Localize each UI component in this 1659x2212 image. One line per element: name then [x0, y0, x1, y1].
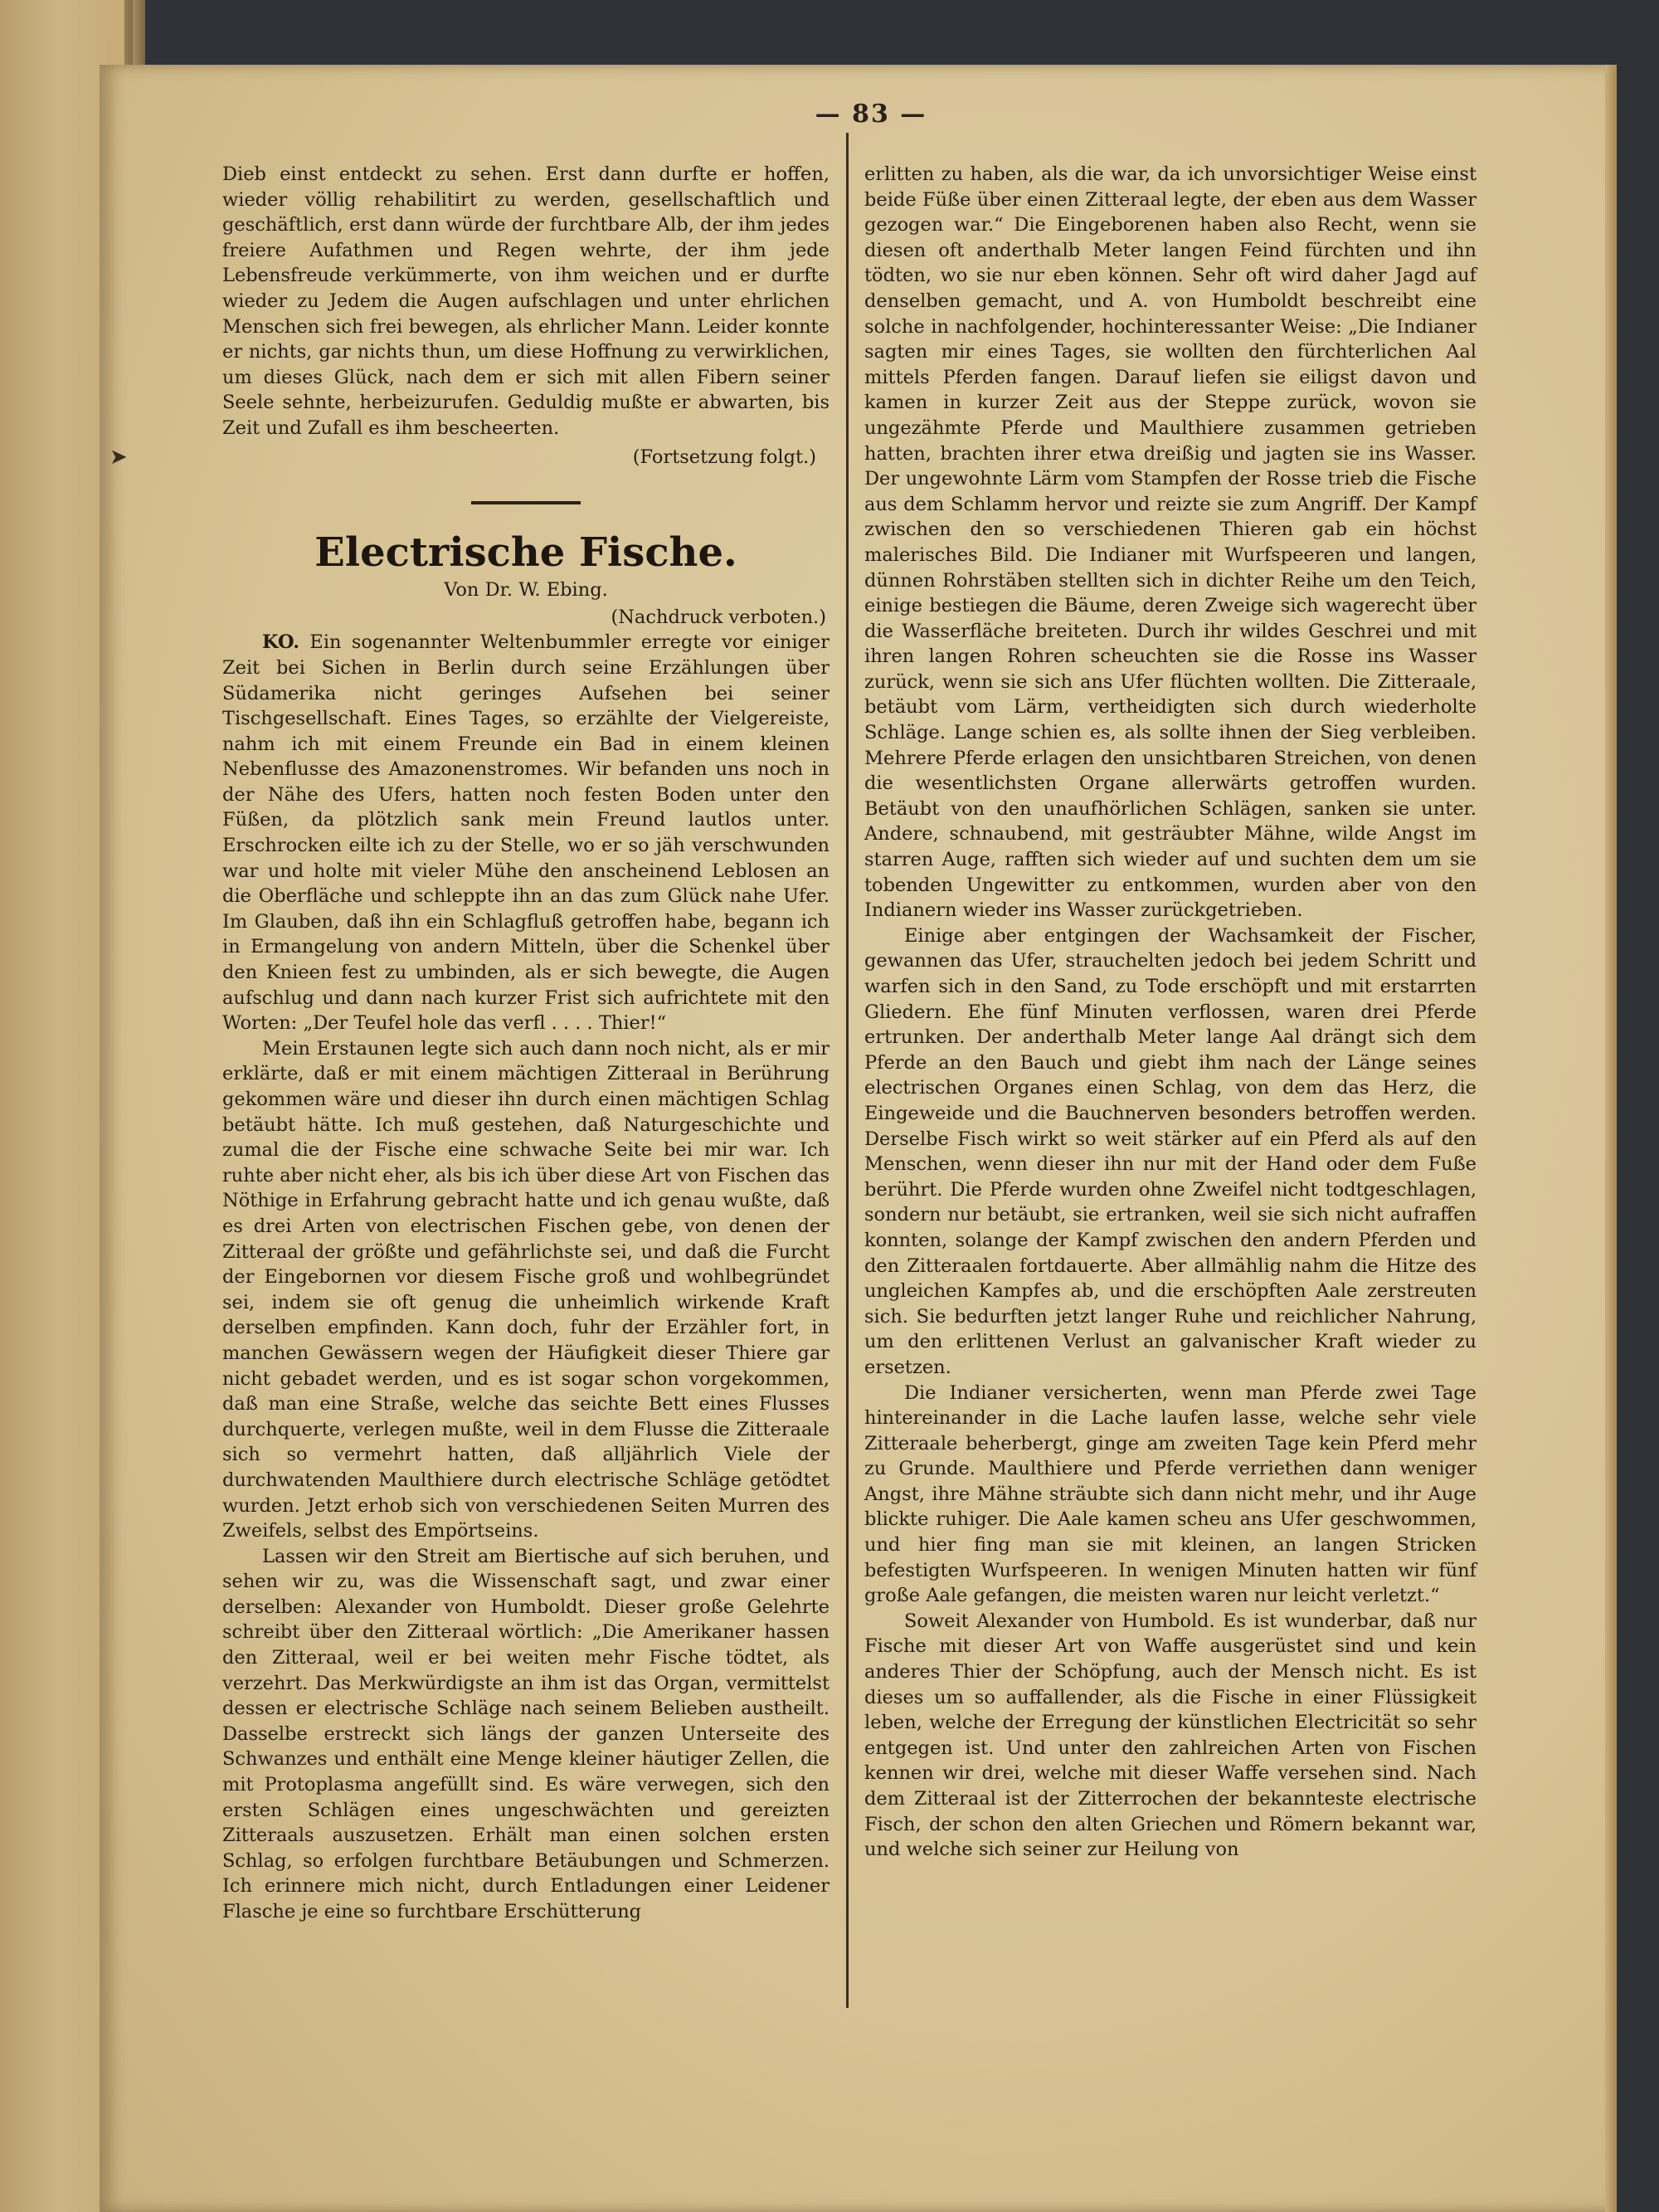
reprint-note: (Nachdruck verboten.): [611, 606, 826, 628]
right-column: [864, 162, 1477, 1863]
article-separator: [471, 501, 581, 504]
page-number: — 83 —: [815, 100, 927, 129]
left-column: [222, 162, 830, 1925]
lead-initials: KO.: [262, 631, 300, 654]
column-divider: [846, 133, 849, 2008]
continued-note: (Fortsetzung folgt.): [632, 446, 816, 468]
margin-arrow-icon: ➤: [109, 445, 128, 470]
article-paragraph-6: Die Indianer versicherten, wenn man Pferde zwei Tage hintereinander in die Lache laufen lasse, welche sehr viele Zitteraale beherbergt, ginge am zweiten Tage kein Pferd mehr zu Grunde. Maulthiere und Pferde verriethen dann weniger Angst, ihre Mähne sträubte sich dann nicht mehr, und ihr Auge blickte ruhiger. Die Aale kamen scheu ans Ufer geschwommen, und hier fing man sie mit kleinen, an langen Stricken befestigten Wurfspeeren. In wenigen Minuten hatten wir fünf große Aale gefangen, die meisten waren nur leicht verletzt.“: [864, 1381, 1477, 1607]
article-title: Electrische Fische.: [314, 529, 737, 577]
article-byline: Von Dr. W. Ebing.: [444, 579, 608, 602]
article-paragraph-7: Soweit Alexander von Humbold. Es ist wunderbar, daß nur Fische mit dieser Art von Waffe ausgerüstet sind und kein anderes Thier der Schöpfung, auch der Mensch nicht. Es ist dieses um so auffallender, als die Fische in einer Flüssigkeit leben, welche der Erregung der künstlichen Electricität so sehr entgegen ist. Und unter den zahlreichen Arten von Fischen kennen wir drei, welche mit dieser Waffe versehen sind. Nach dem Zitteraal ist der Zitterrochen der bekannteste electrische Fisch, der schon den alten Griechen und Römern bekannt war, und welche sich seiner zur Heilung von: [864, 1610, 1477, 1861]
article-paragraph-3: Lassen wir den Streit am Biertische auf sich beruhen, und sehen wir zu, was die Wissenschaft sagt, und zwar einer derselben: Alexander von Humboldt. Dieser große Gelehrte schreibt über den Zitteraal wörtlich: „Die Amerikaner hassen den Zitteraal, weil er bei weiten mehr Fische tödtet, als verzehrt. Das Merkwürdigste an ihm ist das Organ, vermittelst dessen er electrische Schläge nach seinem Belieben austheilt. Dasselbe erstreckt sich längs der ganzen Unterseite des Schwanzes und enthält eine Menge kleiner häutiger Zellen, die mit Protoplasma angefüllt sind. Es wäre verwegen, sich den ersten Schlägen eines ungeschwächten und gereizten Zitteraals auszusetzen. Erhält man einen solchen ersten Schlag, so erfolgen furchtbare Betäubungen und Schmerzen. Ich erinnere mich nicht, durch Entladungen einer Leidener Flasche je eine so furchtbare Erschütterung: [222, 1545, 830, 1922]
article-paragraph-1: [222, 630, 830, 1036]
article-paragraph-4: erlitten zu haben, als die war, da ich unvorsichtiger Weise einst beide Füße über einen Zitteraal legte, der eben aus dem Wasser gezogen war.“ Die Eingeborenen haben also Recht, wenn sie diesen oft anderthalb Meter langen Feind fürchten und ihn tödten, wo sie nur eben können. Sehr oft wird daher Jagd auf denselben gemacht, und A. von Humboldt beschreibt eine solche in nachfolgender, hochinteressanter Weise: „Die Indianer sagten mir eines Tages, sie wollten den fürchterlichen Aal mittels Pferden fangen. Darauf liefen sie eiligst davon und kamen in kurzer Zeit aus der Steppe zurück, wovon sie ungezähmte Pferde und Maulthiere zusammen getrieben hatten, brachten ihrer etwa dreißig und jagten sie ins Wasser. Der ungewohnte Lärm vom Stampfen der Rosse trieb die Fische aus dem Schlamm hervor und reizte sie zum Angriff. Der Kampf zwischen den so verschiedenen Thieren gab ein höchst malerisches Bild. Die Indianer mit Wurfspeeren und langen, dünnen Rohrstäben stellten sich in dichter Reihe um den Teich, einige bestiegen die Bäume, deren Zweige sich wagerecht über die Wasserfläche breiteten. Durch ihr wildes Geschrei und mit ihren langen Rohren scheuchten sie die Rosse ins Wasser zurück, wenn sie sich ans Ufer flüchten wollten. Die Zitteraale, betäubt vom Lärm, vertheidigten sich durch wiederholte Schläge. Lange schien es, als sollte ihnen der Sieg verbleiben. Mehrere Pferde erlagen den unsichtbaren Streichen, von denen die wesentlichsten Organe allerwärts getroffen wurden. Betäubt von den unaufhörlichen Schlägen, sanken sie unter. Andere, schnaubend, mit gesträubter Mähne, wilde Angst im starren Auge, rafften sich wieder auf und suchten dem um sie tobenden Ungewitter zu entkommen, wurden aber von den Indianern wieder ins Wasser zurückgetrieben.: [864, 163, 1477, 922]
article-paragraph-5: Einige aber entgingen der Wachsamkeit der Fischer, gewannen das Ufer, strauchelten jedoch bei jedem Schritt und warfen sich in den Sand, zu Tode erschöpft und mit erstarrten Gliedern. Ehe fünf Minuten verflossen, waren drei Pferde ertrunken. Der anderthalb Meter lange Aal drängt sich dem Pferde an den Bauch und giebt ihm nach der Länge seines electrischen Organes einen Schlag, von dem das Herz, die Eingeweide und die Bauchnerven besonders betroffen werden. Derselbe Fisch wirkt so weit stärker auf ein Pferd als auf den Menschen, wenn dieser ihn nur mit der Hand oder dem Fuße berührt. Die Pferde wurden ohne Zweifel nicht todtgeschlagen, sondern nur betäubt, sie ertranken, weil sie sich nicht aufraffen konnten, solange der Kampf zwischen den andern Pferden und den Zitteraalen fortdauerte. Aber allmählig nahm die Hitze des ungleichen Kampfes ab, und die erschöpften Aale zerstreuten sich. Sie bedurften jetzt langer Ruhe und reichlicher Nahrung, um den erlittenen Verlust an galvanischer Kraft wieder zu ersetzen.: [864, 924, 1477, 1378]
paragraph-text: Ein sogenannter Weltenbummler erregte vor einiger Zeit bei Sichen in Berlin durch seine Erzählungen über Südamerika nicht geringes Aufsehen bei seiner Tischgesellschaft. Eines Tages, so erzählte der Vielgereiste, nahm ich mit einem Freunde ein Bad in einem kleinen Nebenflusse des Amazonenstromes. Wir befanden uns noch in der Nähe des Ufers, hatten noch festen Boden unter den Füßen, da plötzlich sank mein Freund lautlos unter. Erschrocken eilte ich zu der Stelle, wo er so jäh verschwunden war und holte mit vieler Mühe den anscheinend Leblosen an die Oberfläche und schleppte ihn an das zum Glück nahe Ufer. Im Glauben, daß ihn ein Schlagfluß getroffen habe, begann ich in Ermangelung von andern Mitteln, über die Schenkel über den Knieen fest zu umbinden, als er sich bewegte, die Augen aufschlug und dann nach kurzer Frist sich aufrichtete mit den Worten: „Der Teufel hole das verfl . . . . Thier!“: [222, 631, 830, 1035]
page-right-edge: [1605, 65, 1617, 2212]
intro-paragraph: Dieb einst entdeckt zu sehen. Erst dann durfte er hoffen, wieder völlig rehabilitirt zu werden, gesellschaftlich und geschäftlich, erst dann würde der furchtbare Alb, der ihm jedes freiere Aufathmen und Regen wehrte, der ihm jede Lebensfreude verkümmerte, von ihm weichen und er durfte wieder zu Jedem die Augen aufschlagen und unter ehrlichen Menschen sich frei bewegen, als ehrlicher Mann. Leider konnte er nichts, gar nichts thun, um diese Hoffnung zu verwirklichen, um dieses Glück, nach dem er sich mit allen Fibern seiner Seele sehnte, herbeizurufen. Geduldig mußte er abwarten, bis Zeit und Zufall es ihm bescheerten.: [222, 163, 830, 439]
article-paragraph-2: Mein Erstaunen legte sich auch dann noch nicht, als er mir erklärte, daß er mit einem mächtigen Zitteraal in Berührung gekommen wäre und dieser ihn durch einen mächtigen Schlag betäubt hätte. Ich muß gestehen, daß Naturgeschichte und zumal die der Fische eine schwache Seite bei mir war. Ich ruhte aber nicht eher, als bis ich über diese Art von Fischen das Nöthige in Erfahrung gebracht hatte und ich genau wußte, daß es drei Arten von electrischen Fischen gebe, von denen der Zitteraal der größte und gefährlichste sei, und daß die Furcht der Eingebornen vor diesem Fische groß und wohlbegründet sei, indem sie oft genug die unheimlich wirkende Kraft derselben empfinden. Kann doch, fuhr der Erzähler fort, in manchen Gewässern wegen der Häufigkeit dieser Thiere gar nicht gebadet werden, und es ist sogar schon vorgekommen, daß man eine Straße, welche das seichte Bett eines Flusses durchquerte, verlegen mußte, weil in dem Flusse die Zitteraale sich so vermehrt hatten, daß alljährlich Viele der durchwatenden Maulthiere durch electrische Schläge getödtet wurden. Jetzt erhob sich von verschiedenen Seiten Murren des Zweifels, selbst des Empörtseins.: [222, 1037, 830, 1542]
